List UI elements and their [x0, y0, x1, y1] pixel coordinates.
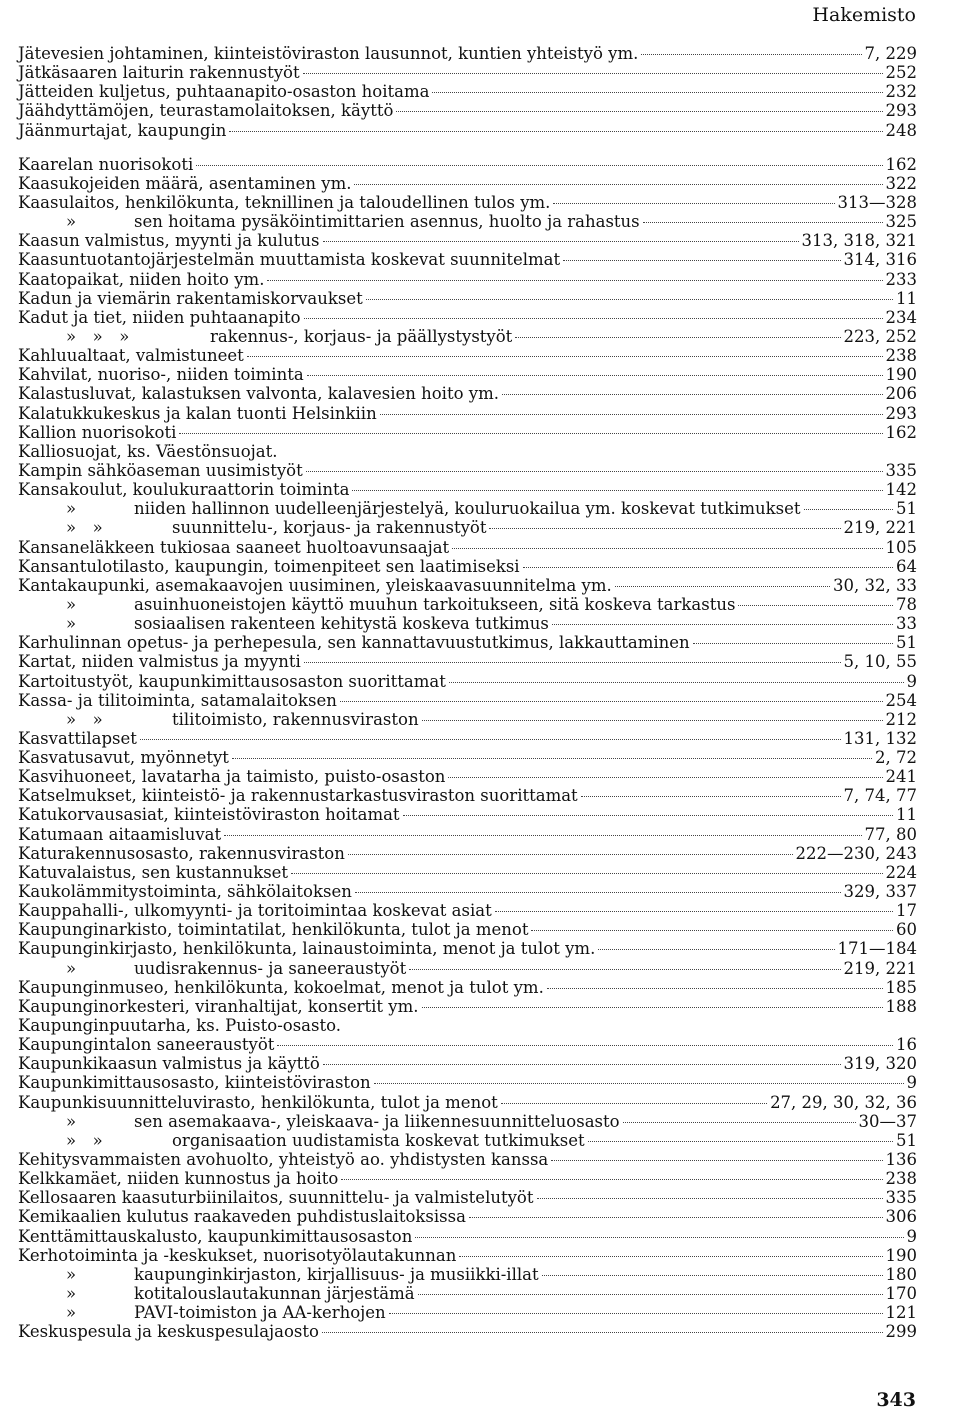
index-entry-text: Kaasun valmistus, myynti ja kulutus — [18, 231, 320, 251]
dot-leader — [267, 280, 882, 281]
continuation-mark: » — [66, 614, 77, 634]
index-entry — [18, 1265, 917, 1284]
dot-leader — [380, 414, 883, 415]
index-entry-text: Kemikaalien kulutus raakaveden puhdistuslaitoksissa — [18, 1207, 466, 1227]
dot-leader — [693, 643, 893, 644]
index-entry-text: Kaupunginkirjasto, henkilökunta, lainaustoiminta, menot ja tulot ym. — [18, 939, 596, 959]
index-entry — [18, 633, 917, 652]
index-entry — [18, 805, 917, 824]
index-entry-text: sosiaalisen rakenteen kehitystä koskeva tutkimus — [134, 614, 549, 634]
index-entry — [18, 308, 917, 327]
index-entry-pages: 313—328 — [837, 192, 917, 212]
index-entry — [18, 576, 917, 595]
index-entry-text: Jäänmurtajat, kaupungin — [18, 120, 227, 140]
index-entry-text: niiden hallinnon uudelleenjärjestelyä, kouluruokailua ym. koskevat tutkimukset — [134, 499, 801, 519]
index-entry — [18, 1227, 917, 1246]
index-entry — [18, 652, 917, 671]
index-entry — [18, 1112, 917, 1131]
index-entry-pages: 2, 72 — [875, 748, 917, 768]
index-entry-pages: 51 — [896, 633, 917, 653]
index-entry-text: rakennus-, korjaus- ja päällystystyöt — [210, 326, 513, 346]
index-entry-text: Kalatukkukeskus ja kalan tuonti Helsinkiin — [18, 403, 377, 423]
index-entry-text: Kasvattilapset — [18, 728, 137, 748]
dot-leader — [422, 1007, 883, 1008]
index-entry-text: Kaasulaitos, henkilökunta, teknillinen ja taloudellinen tulos ym. — [18, 192, 551, 212]
index-entry — [18, 174, 917, 193]
dot-leader — [551, 1160, 882, 1161]
dot-leader — [374, 1083, 904, 1084]
dot-leader — [415, 1237, 903, 1238]
dot-leader — [552, 624, 893, 625]
index-entry — [18, 442, 917, 461]
dot-leader — [459, 1256, 882, 1257]
dot-leader — [547, 988, 883, 989]
dot-leader — [307, 375, 883, 376]
dot-leader — [348, 854, 793, 855]
index-entry — [18, 404, 917, 423]
index-entry-text: Jätteiden kuljetus, puhtaanapito-osaston hoitama — [18, 82, 430, 102]
continuation-mark: » — [66, 1111, 77, 1131]
index-entry — [18, 959, 917, 978]
index-entry-pages: 17 — [896, 901, 917, 921]
index-entry-text: Kaukolämmitystoiminta, sähkölaitoksen — [18, 882, 352, 902]
dot-leader — [643, 222, 883, 223]
index-entry-pages: 136 — [885, 1150, 917, 1170]
index-entry-text: Kansantulotilasto, kaupungin, toimenpiteet sen laatimiseksi — [18, 556, 520, 576]
dot-leader — [304, 662, 841, 663]
index-entry-pages: 248 — [885, 120, 917, 140]
dot-leader — [448, 777, 882, 778]
index-entry-pages: 293 — [885, 101, 917, 121]
index-entry-text: Katurakennusosasto, rakennusviraston — [18, 843, 345, 863]
index-entry-pages: 11 — [896, 805, 917, 825]
index-entry — [18, 1284, 917, 1303]
continuation-mark: » — [66, 1284, 77, 1303]
index-entry-pages: 306 — [885, 1207, 917, 1227]
index-entry-pages: 5, 10, 55 — [843, 652, 917, 672]
index-entry-text: Jäähdyttämöjen, teurastamolaitoksen, käyttö — [18, 101, 394, 121]
dot-leader — [323, 241, 799, 242]
index-entry-pages: 223, 252 — [843, 326, 917, 346]
index-entry — [18, 1131, 917, 1150]
index-entry-text: Kadut ja tiet, niiden puhtaanapito — [18, 307, 301, 327]
dot-leader — [531, 930, 893, 931]
index-entry-pages: 238 — [885, 346, 917, 366]
dot-leader — [323, 1064, 841, 1065]
index-entry — [18, 748, 917, 767]
index-entry — [18, 920, 917, 939]
index-entry-pages: 188 — [885, 996, 917, 1016]
index-entry — [18, 63, 917, 82]
index-entry — [18, 270, 917, 289]
continuation-mark: » » — [66, 709, 103, 729]
dot-leader — [409, 969, 840, 970]
index-entry-pages: 162 — [885, 422, 917, 442]
index-entry — [18, 461, 917, 480]
index-entry — [18, 499, 917, 518]
index-entry-pages: 185 — [885, 977, 917, 997]
index-entry — [18, 250, 917, 269]
dot-leader — [553, 203, 834, 204]
index-entry — [18, 729, 917, 748]
dot-leader — [469, 1217, 883, 1218]
index-entry-pages: 233 — [885, 269, 917, 289]
index-entry-pages: 219, 221 — [843, 518, 917, 538]
dot-leader — [502, 394, 883, 395]
index-entry-pages: 252 — [885, 63, 917, 83]
index-entry — [18, 1073, 917, 1092]
index-entry-pages: 77, 80 — [864, 824, 917, 844]
page-header: Hakemisto — [812, 4, 916, 26]
index-entry — [18, 231, 917, 250]
index-entry — [18, 844, 917, 863]
index-entry — [18, 1016, 917, 1035]
index-list — [18, 44, 917, 1341]
index-entry-pages: 105 — [885, 537, 917, 557]
index-entry-pages: 16 — [896, 1035, 917, 1055]
index-entry-text: tilitoimisto, rakennusviraston — [172, 709, 419, 729]
index-entry-pages: 11 — [896, 288, 917, 308]
index-entry-pages: 121 — [885, 1303, 917, 1323]
index-entry — [18, 767, 917, 786]
dot-leader — [340, 701, 883, 702]
index-entry-pages: 142 — [885, 480, 917, 500]
index-entry-text: Kaupunginmuseo, henkilökunta, kokoelmat, menot ja tulot ym. — [18, 977, 544, 997]
index-entry-pages: 212 — [885, 709, 917, 729]
index-entry — [18, 1169, 917, 1188]
index-entry-pages: 234 — [885, 307, 917, 327]
index-entry-pages: 60 — [896, 920, 917, 940]
index-entry-pages: 7, 74, 77 — [843, 786, 917, 806]
index-entry-pages: 224 — [885, 862, 917, 882]
index-entry — [18, 557, 917, 576]
index-entry-pages: 51 — [896, 1130, 917, 1150]
dot-leader — [389, 1313, 883, 1314]
dot-leader — [563, 260, 840, 261]
index-entry-pages: 238 — [885, 1169, 917, 1189]
index-entry-text: Kansakoulut, koulukuraattorin toiminta — [18, 480, 350, 500]
index-entry-pages: 335 — [885, 1188, 917, 1208]
index-entry-pages: 325 — [885, 212, 917, 232]
index-entry — [18, 614, 917, 633]
dot-leader — [304, 318, 883, 319]
dot-leader — [224, 835, 861, 836]
index-entry — [18, 44, 917, 63]
index-entry-text: Kellosaaren kaasuturbiinilaitos, suunnittelu- ja valmistelutyöt — [18, 1188, 534, 1208]
index-entry-text: Kelkkamäet, niiden kunnostus ja hoito — [18, 1169, 339, 1189]
index-entry-text: Kaupunkisuunnitteluvirasto, henkilökunta, tulot ja menot — [18, 1092, 498, 1112]
dot-leader — [489, 528, 840, 529]
index-entry-pages: 9 — [906, 1073, 917, 1093]
index-entry-pages: 293 — [885, 403, 917, 423]
dot-leader — [352, 490, 882, 491]
continuation-mark: » — [66, 1303, 77, 1323]
index-entry-text: Kasvihuoneet, lavatarha ja taimisto, puisto-osaston — [18, 767, 446, 787]
index-entry-text: Kaupunkimittausosasto, kiinteistöviraston — [18, 1073, 371, 1093]
index-entry-text: organisaation uudistamista koskevat tutkimukset — [172, 1130, 585, 1150]
index-entry-text: Karhulinnan opetus- ja perhepesula, sen kannattavuustutkimus, lakkauttaminen — [18, 633, 690, 653]
index-entry-text: Kauppahalli-, ulkomyynti- ja toritoimintaa koskevat asiat — [18, 901, 492, 921]
dot-leader — [322, 1332, 883, 1333]
dot-leader — [581, 796, 841, 797]
index-entry-pages: 171—184 — [837, 939, 917, 959]
index-entry-pages: 313, 318, 321 — [801, 231, 917, 251]
index-entry-text: Kalastusluvat, kalastuksen valvonta, kalavesien hoito ym. — [18, 384, 499, 404]
index-entry-text: Kadun ja viemärin rakentamiskorvaukset — [18, 288, 363, 308]
index-entry-text: Kansaneläkkeen tukiosaa saaneet huoltoavunsaajat — [18, 537, 450, 557]
index-entry-pages: 78 — [896, 594, 917, 614]
index-entry-text: Katukorvausasiat, kiinteistöviraston hoitamat — [18, 805, 400, 825]
index-entry-text: Kallion nuorisokoti — [18, 422, 177, 442]
index-entry — [18, 1035, 917, 1054]
dot-leader — [495, 911, 893, 912]
index-entry-pages: 180 — [885, 1264, 917, 1284]
index-entry-pages: 319, 320 — [843, 1054, 917, 1074]
index-entry-pages: 170 — [885, 1284, 917, 1303]
index-entry-pages: 190 — [885, 365, 917, 385]
dot-leader — [523, 567, 893, 568]
index-entry-pages: 190 — [885, 1245, 917, 1265]
index-entry — [18, 786, 917, 805]
index-entry-text: Kasvatusavut, myönnetyt — [18, 748, 229, 768]
dot-leader — [355, 892, 841, 893]
continuation-mark: » — [66, 1264, 77, 1284]
dot-leader — [432, 92, 882, 93]
index-entry — [18, 863, 917, 882]
index-entry-pages: 329, 337 — [843, 882, 917, 902]
index-entry-text: Kaarelan nuorisokoti — [18, 154, 194, 174]
continuation-mark: » — [66, 958, 77, 978]
index-entry — [18, 1054, 917, 1073]
index-entry-text: Kartat, niiden valmistus ja myynti — [18, 652, 301, 672]
index-entry — [18, 1150, 917, 1169]
index-entry — [18, 121, 917, 140]
index-entry-text: Kahvilat, nuoriso-, niiden toiminta — [18, 365, 304, 385]
index-entry-text: sen asemakaava-, yleiskaava- ja liikennesuunnitteluosasto — [134, 1111, 620, 1131]
index-entry-pages: 30, 32, 33 — [833, 575, 917, 595]
index-entry — [18, 82, 917, 101]
index-entry-text: sen hoitama pysäköintimittarien asennus, huolto ja rahastus — [134, 212, 640, 232]
index-entry — [18, 384, 917, 403]
dot-leader — [449, 682, 904, 683]
index-entry — [18, 939, 917, 958]
dot-leader — [615, 586, 830, 587]
dot-leader — [179, 433, 882, 434]
dot-leader — [537, 1198, 883, 1199]
dot-leader — [738, 605, 893, 606]
dot-leader — [501, 1103, 767, 1104]
index-entry — [18, 672, 917, 691]
dot-leader — [196, 165, 882, 166]
index-entry-text: Katumaan aitaamisluvat — [18, 824, 222, 844]
dot-leader — [291, 873, 882, 874]
index-entry-pages: 322 — [885, 173, 917, 193]
index-entry-pages: 206 — [885, 384, 917, 404]
dot-leader — [804, 509, 894, 510]
index-entry-pages: 241 — [885, 767, 917, 787]
continuation-mark: » » — [66, 518, 103, 538]
index-entry — [18, 882, 917, 901]
index-entry-text: Kaupunginpuutarha, ks. Puisto-osasto. — [18, 1016, 341, 1036]
index-entry — [18, 901, 917, 920]
index-entry-text: suunnittelu-, korjaus- ja rakennustyöt — [172, 518, 487, 538]
index-entry — [18, 101, 917, 120]
index-entry-pages: 64 — [896, 556, 917, 576]
index-entry-text: Jätkäsaaren laiturin rakennustyöt — [18, 63, 300, 83]
index-entry — [18, 1246, 917, 1265]
index-entry-pages: 254 — [885, 690, 917, 710]
index-entry-pages: 335 — [885, 460, 917, 480]
index-entry — [18, 1093, 917, 1112]
index-entry-pages: 299 — [885, 1322, 917, 1342]
index-entry-text: PAVI-toimiston ja AA-kerhojen — [134, 1303, 386, 1323]
continuation-mark: » — [66, 499, 77, 519]
dot-leader — [422, 720, 883, 721]
dot-leader — [588, 1141, 893, 1142]
index-entry-pages: 27, 29, 30, 32, 36 — [770, 1092, 917, 1112]
index-entry-pages: 222—230, 243 — [795, 843, 917, 863]
dot-leader — [341, 1179, 882, 1180]
index-entry — [18, 691, 917, 710]
index-entry-text: asuinhuoneistojen käyttö muuhun tarkoitukseen, sitä koskeva tarkastus — [134, 594, 736, 614]
index-entry — [18, 1188, 917, 1207]
index-entry — [18, 212, 917, 231]
index-entry-text: Kaasukojeiden määrä, asentaminen ym. — [18, 173, 352, 193]
index-entry-pages: 314, 316 — [843, 250, 917, 270]
index-entry — [18, 365, 917, 384]
index-entry — [18, 518, 917, 537]
dot-leader — [277, 1045, 893, 1046]
continuation-mark: » — [66, 212, 77, 232]
index-entry — [18, 1303, 917, 1322]
index-entry-text: Kehitysvammaisten avohuolto, yhteistyö ao. yhdistysten kanssa — [18, 1150, 549, 1170]
index-entry — [18, 710, 917, 729]
index-entry-text: Kaasuntuotantojärjestelmän muuttamista koskevat suunnitelmat — [18, 250, 561, 270]
index-entry-text: Kenttämittauskalusto, kaupunkimittausosaston — [18, 1226, 413, 1246]
dot-leader — [542, 1275, 883, 1276]
index-entry-text: Kerhotoiminta ja -keskukset, nuorisotyölautakunnan — [18, 1245, 457, 1265]
page-number: 343 — [876, 1389, 916, 1411]
index-entry-pages: 7, 229 — [864, 44, 917, 63]
index-entry-pages: 9 — [906, 1226, 917, 1246]
index-entry — [18, 978, 917, 997]
index-entry — [18, 480, 917, 499]
index-entry-pages: 219, 221 — [843, 958, 917, 978]
index-entry-pages: 9 — [906, 671, 917, 691]
index-entry-text: Kassa- ja tilitoiminta, satamalaitoksen — [18, 690, 337, 710]
index-entry-text: Kalliosuojat, ks. Väestönsuojat. — [18, 441, 278, 461]
dot-leader — [366, 299, 893, 300]
dot-leader — [303, 73, 883, 74]
index-entry — [18, 289, 917, 308]
index-entry-text: Katuvalaistus, sen kustannukset — [18, 862, 289, 882]
dot-leader — [515, 337, 840, 338]
index-entry — [18, 997, 917, 1016]
index-entry-pages: 30—37 — [858, 1111, 917, 1131]
index-entry-pages: 162 — [885, 154, 917, 174]
index-entry-text: Kaupunginorkesteri, viranhaltijat, konsertit ym. — [18, 996, 419, 1016]
index-entry — [18, 825, 917, 844]
dot-leader — [396, 111, 882, 112]
index-entry-pages: 232 — [885, 82, 917, 102]
index-entry — [18, 538, 917, 557]
dot-leader — [232, 758, 872, 759]
dot-leader — [247, 356, 883, 357]
index-entry-pages: 51 — [896, 499, 917, 519]
index-entry-text: Katselmukset, kiinteistö- ja rakennustarkastusviraston suorittamat — [18, 786, 578, 806]
index-entry-text: Jätevesien johtaminen, kiinteistöviraston lausunnot, kuntien yhteistyö ym. — [18, 44, 639, 63]
index-entry-text: Kartoitustyöt, kaupunkimittausosaston suorittamat — [18, 671, 446, 691]
dot-leader — [306, 471, 883, 472]
index-entry-text: Kantakaupunki, asemakaavojen uusiminen, yleiskaavasuunnitelma ym. — [18, 575, 612, 595]
dot-leader — [623, 1122, 856, 1123]
index-entry-text: Kahluualtaat, valmistuneet — [18, 346, 244, 366]
index-entry-pages: 33 — [896, 614, 917, 634]
dot-leader — [598, 949, 834, 950]
dot-leader — [641, 54, 861, 55]
index-entry — [18, 327, 917, 346]
index-entry-text: Keskuspesula ja keskuspesulajaosto — [18, 1322, 319, 1342]
dot-leader — [354, 184, 882, 185]
index-entry-text: Kaatopaikat, niiden hoito ym. — [18, 269, 265, 289]
dot-leader — [140, 739, 841, 740]
index-entry — [18, 193, 917, 212]
index-entry — [18, 1322, 917, 1341]
index-entry-text: Kampin sähköaseman uusimistyöt — [18, 460, 303, 480]
continuation-mark: » » » — [66, 326, 130, 346]
index-entry-text: uudisrakennus- ja saneeraustyöt — [134, 958, 407, 978]
dot-leader — [403, 815, 893, 816]
index-entry-text: Kaupungintalon saneeraustyöt — [18, 1035, 275, 1055]
index-entry-text: kaupunginkirjaston, kirjallisuus- ja musiikki-illat — [134, 1264, 539, 1284]
continuation-mark: » — [66, 594, 77, 614]
index-entry-text: Kaupunkikaasun valmistus ja käyttö — [18, 1054, 320, 1074]
dot-leader — [229, 131, 882, 132]
index-entry-text: Kaupunginarkisto, toimintatilat, henkilökunta, tulot ja menot — [18, 920, 529, 940]
index-entry — [18, 595, 917, 614]
index-entry — [18, 1207, 917, 1226]
index-entry — [18, 155, 917, 174]
index-entry — [18, 346, 917, 365]
index-entry-text: kotitalouslautakunnan järjestämä — [134, 1284, 415, 1303]
dot-leader — [452, 548, 882, 549]
continuation-mark: » » — [66, 1130, 103, 1150]
index-entry-pages: 131, 132 — [843, 728, 917, 748]
dot-leader — [418, 1294, 883, 1295]
index-entry — [18, 423, 917, 442]
